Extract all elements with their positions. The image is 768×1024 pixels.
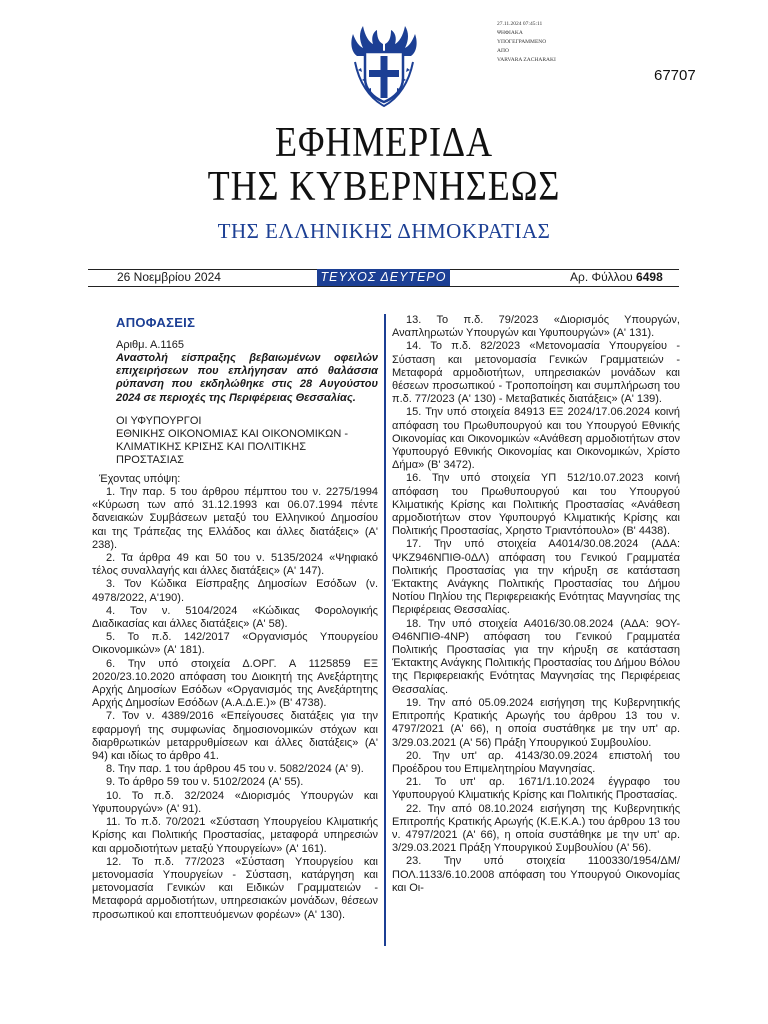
paragraph: 21. Το υπ' αρ. 1671/1.10.2024 έγγραφο του Υφυπουργού Κλιματικής Κρίσης και Πολιτικής Προστασίας. xyxy=(392,776,680,802)
paragraph: 10. Το π.δ. 32/2024 «Διορισμός Υπουργών και Υφυπουργών» (Α' 91). xyxy=(92,789,378,815)
paragraph: 4. Τον ν. 5104/2024 «Κώδικας Φορολογικής Διαδικασίας και άλλες διατάξεις» (Α' 58). xyxy=(92,604,378,631)
section-heading: ΑΠΟΦΑΣΕΙΣ xyxy=(116,315,196,330)
paragraph: 11. Το π.δ. 70/2021 «Σύσταση Υπουργείου Κλιματικής Κρίσης και Πολιτικής Προστασίας, μεταφορά υπηρεσιών και αρμοδιοτήτων μεταξύ Υπουργείων» (Α' 161). xyxy=(92,816,378,855)
decision-title: Αναστολή είσπραξης βεβαιωμένων οφειλών επιχειρήσεων που επλήγησαν από θαλάσσια ρύπανση που εκδηλώθηκε στις 28 Αυγούστου 2024 σε περιοχές της Περιφέρειας Θεσσαλίας. xyxy=(116,352,378,404)
ministers-line: ΚΛΙΜΑΤΙΚΗΣ ΚΡΙΣΗΣ ΚΑΙ ΠΟΛΙΤΙΚΗΣ xyxy=(116,440,307,453)
sheet-label: Αρ. Φύλλου xyxy=(570,270,633,284)
issue-date: 26 Νοεμβρίου 2024 xyxy=(117,270,221,284)
paragraph: 22. Την από 08.10.2024 εισήγηση της Κυβερνητικής Επιτροπής Κρατικής Αρωγής (Κ.Ε.Κ.Α.) του άρθρου 13 του ν. 4797/2021 (Α' 66), η οποία συστάθηκε με την υπ' αρ. 3/29.03.2021 Πράξη Υπουργικού Συμβουλίου (Α' 56). xyxy=(392,802,680,855)
ministers-heading xyxy=(116,415,378,467)
paragraph: 8. Την παρ. 1 του άρθρου 45 του ν. 5082/2024 (Α' 9). xyxy=(106,763,364,776)
paragraph: 20. Την υπ' αρ. 4143/30.09.2024 επιστολή του Προέδρου του Επιμελητηρίου Μαγνησίας. xyxy=(392,749,680,775)
left-column xyxy=(92,314,378,922)
gazette-subtitle: ΤΗΣ ΕΛΛΗΝΙΚΗΣ ΔΗΜΟΚΡΑΤΙΑΣ xyxy=(217,219,551,243)
paragraph: 1. Την παρ. 5 του άρθρου πέμπτου του ν. 2275/1994 «Κύρωση των από 31.12.1993 και 06.07.1994 πέντε δανειακών Συμβάσεων μεταξύ του Ελληνικού Δημοσίου και της Τράπεζας της Ελλάδος και άλλες διατάξεις» (Α' 238). xyxy=(92,486,378,551)
sheet-number-value: 6498 xyxy=(636,270,663,284)
paragraph: 17. Την υπό στοιχεία Α4014/30.08.2024 (ΑΔΑ: ΨΚΖ946ΝΠΙΘ-0ΔΛ) απόφαση του Γενικού Γραμματέα Πολιτικής Προστασίας για την κήρυξη σε κατάσταση Έκτακτης Ανάγκης Πολιτικής Προστασίας του Δήμου Νοτίου Πηλίου της Περιφερειακής Ενότητας Μαγνησίας της Περιφέρειας Θεσσαλίας. xyxy=(392,538,680,617)
ministers-line: ΕΘΝΙΚΗΣ ΟΙΚΟΝΟΜΙΑΣ ΚΑΙ ΟΙΚΟΝΟΜΙΚΩΝ - xyxy=(116,427,349,440)
issue-code: 67707 xyxy=(654,67,696,84)
signature-line: ΥΠΟΓΕΓΡΑΜΜΕΝΟ xyxy=(497,39,547,45)
decision-number: Αριθμ. Α.1165 xyxy=(116,339,185,351)
paragraph: 23. Την υπό στοιχεία 1100330/1954/ΔΜ/ΠΟΛ.1133/6.10.2008 απόφαση του Υπουργού Οικονομίας και Οι- xyxy=(392,855,680,894)
signature-line: VARVARA ZACHARAKI xyxy=(497,57,556,63)
hellenic-republic-emblem-icon xyxy=(349,12,419,108)
ministers-line: ΟΙ ΥΦΥΠΟΥΡΓΟΙ xyxy=(116,414,202,427)
issue-series-badge: ΤΕΥΧΟΣ ΔΕΥΤΕΡΟ xyxy=(317,269,450,286)
paragraph: 5. Το π.δ. 142/2017 «Οργανισμός Υπουργείου Οικονομικών» (Α' 181). xyxy=(92,631,378,657)
intro-text: Έχοντας υπόψη: xyxy=(99,472,181,485)
signature-line: ΨΗΦΙΑΚΑ xyxy=(497,30,523,36)
paragraph: 14. Το π.δ. 82/2023 «Μετονομασία Υπουργείου - Σύσταση και μετονομασία Γενικών Γραμματειών - Μεταφορά αρμοδιοτήτων, υπηρεσιακών μονάδων και θέσεων προσωπικού - Τροποποίηση και συμπλήρωση του π.δ. 77/2023 (Α' 130) - Μεταβατικές διατάξεις» (Α' 139). xyxy=(392,340,680,406)
paragraph: 12. Το π.δ. 77/2023 «Σύσταση Υπουργείου και μετονομασία Υπουργείων - Σύσταση, κατάργηση και μετονομασία Γενικών και Ειδικών Γραμματειών - Μεταφορά αρμοδιοτήτων, υπηρεσιακών μονάδων, θέσεων προσωπικού και εποπτευόμενων φορέων» (Α' 130). xyxy=(92,855,378,921)
header-rule-bottom xyxy=(88,286,679,287)
paragraph: 19. Την από 05.09.2024 εισήγηση της Κυβερνητικής Επιτροπής Κρατικής Αρωγής του άρθρου 13 του ν. 4797/2021 (Α' 66), η οποία συστάθηκε με την υπ' αρ. 3/29.03.2021 (Α' 56) Πράξη Υπουργικού Συμβουλίου. xyxy=(392,696,680,749)
paragraph: 7. Τον ν. 4389/2016 «Επείγουσες διατάξεις για την εφαρμογή της συμφωνίας δημοσιονομικών στόχων και διαρθρωτικών μεταρρυθμίσεων και άλλες διατάξεις» (Α' 94) και ιδίως το άρθρο 41. xyxy=(92,710,378,763)
paragraph: 15. Την υπό στοιχεία 84913 ΕΞ 2024/17.06.2024 κοινή απόφαση του Πρωθυπουργού και του Υπουργού Εθνικής Οικονομίας και Οικονομικών «Ανάθεση αρμοδιοτήτων στον Υφυπουργό Εθνικής Οικονομίας και Οικονομικών, Χρίστο Δήμα» (Β' 3472). xyxy=(392,406,680,472)
signature-line: 27.11.2024 07:45:11 xyxy=(497,21,543,27)
paragraph: 2. Τα άρθρα 49 και 50 του ν. 5135/2024 «Ψηφιακό τέλος συναλλαγής και άλλες διατάξεις» (Α' 147). xyxy=(92,552,378,578)
gazette-title-line2: ΤΗΣ ΚΥΒΕΡΝΗΣΕΩΣ xyxy=(207,164,561,210)
digital-signature-stamp xyxy=(497,20,607,65)
column-divider xyxy=(384,314,386,946)
ministers-line: ΠΡΟΣΤΑΣΙΑΣ xyxy=(116,453,184,466)
paragraph: 6. Την υπό στοιχεία Δ.ΟΡΓ. Α 1125859 ΕΞ 2020/23.10.2020 απόφαση του Διοικητή της Ανεξάρτητης Αρχής Δημοσίων Εσόδων «Οργανισμός της Ανεξάρτητης Αρχής Δημοσίων Εσόδων (Α.Α.Δ.Ε.)» (Β' 4738). xyxy=(92,657,378,710)
paragraph: 16. Την υπό στοιχεία ΥΠ 512/10.07.2023 κοινή απόφαση του Πρωθυπουργού και του Υπουργού Κλιματικής Κρίσης και Πολιτικής Προστασίας «Ανάθεση αρμοδιοτήτων στον Υφυπουργό Κλιματικής Κρίσης και Πολιτικής Προστασίας, Χρηστο Τριαντόπουλο» (Β' 4438). xyxy=(392,472,680,538)
right-column xyxy=(392,314,680,895)
paragraph: 3. Τον Κώδικα Είσπραξης Δημοσίων Εσόδων (ν. 4978/2022, Α'190). xyxy=(92,578,378,604)
gazette-title-line1: ΕΦΗΜΕΡΙΔΑ xyxy=(275,120,493,166)
paragraph: 13. Το π.δ. 79/2023 «Διορισμός Υπουργών, Αναπληρωτών Υπουργών και Υφυπουργών» (Α' 131). xyxy=(392,314,680,340)
sheet-number xyxy=(570,270,663,285)
signature-line: ΑΠΟ xyxy=(497,48,509,54)
paragraph: 9. Το άρθρο 59 του ν. 5102/2024 (Α' 55). xyxy=(106,776,304,789)
paragraph: 18. Την υπό στοιχεία Α4016/30.08.2024 (ΑΔΑ: 9ΟΥ-Θ46ΝΠΙΘ-4ΝΡ) απόφαση του Γενικού Γραμματέα Πολιτικής Προστασίας για την κήρυξη σε κατάσταση Έκτακτης Ανάγκης Πολιτικής Προστασίας του Δήμου Βόλου της Περιφερειακής Ενότητας Μαγνησίας της Περιφέρειας Θεσσαλίας. xyxy=(392,617,680,696)
